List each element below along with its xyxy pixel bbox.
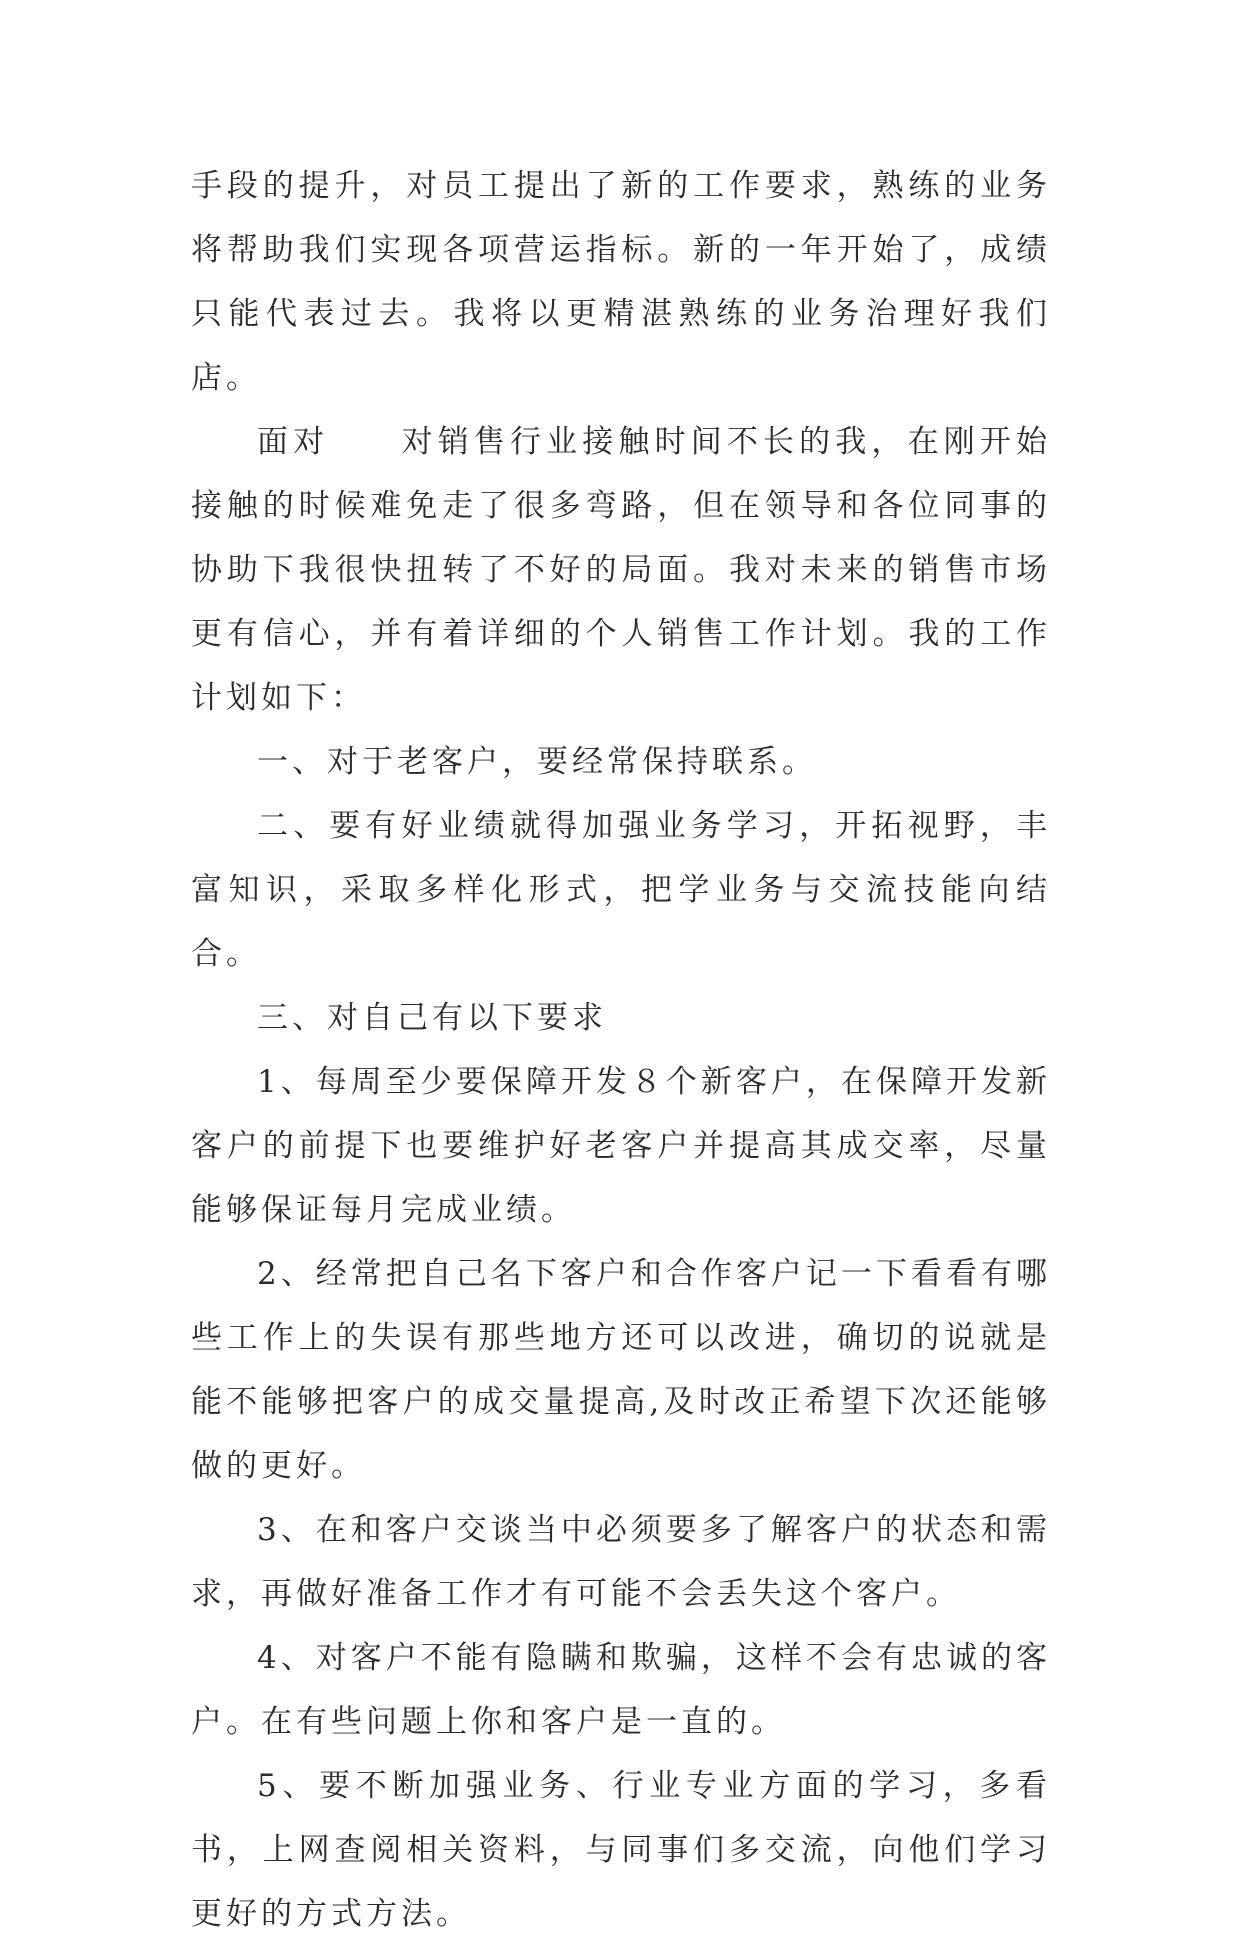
paragraph-8: 3、在和客户交谈当中必须要多了解客户的状态和需求，再做好准备工作才有可能不会丢失这个客户。 [191,1512,1051,1612]
paragraph-7: 2、经常把自己名下客户和合作客户记一下看看有哪些工作上的失误有那些地方还可以改进，确切的说就是能不能够把客户的成交量提高,及时改正希望下次还能够做的更好。 [191,1256,1051,1484]
document-body [191,154,1051,1946]
paragraph-5: 三、对自己有以下要求 [257,1000,607,1036]
paragraph-2: 面对 对销售行业接触时间不长的我，在刚开始接触的时候难免走了很多弯路，但在领导和各位同事的协助下我很快扭转了不好的局面。我对未来的销售市场更有信心，并有着详细的个人销售工作计划。我的工作计划如下： [191,424,1051,716]
paragraph-6: 1、每周至少要保障开发８个新客户，在保障开发新客户的前提下也要维护好老客户并提高其成交率，尽量能够保证每月完成业绩。 [191,1064,1051,1228]
paragraph-1: 手段的提升，对员工提出了新的工作要求，熟练的业务将帮助我们实现各项营运指标。新的一年开始了，成绩只能代表过去。我将以更精湛熟练的业务治理好我们店。 [191,168,1051,396]
paragraph-9: 4、对客户不能有隐瞒和欺骗，这样不会有忠诚的客户。在有些问题上你和客户是一直的。 [191,1640,1051,1740]
paragraph-4: 二、要有好业绩就得加强业务学习，开拓视野，丰富知识，采取多样化形式，把学业务与交流技能向结合。 [191,808,1051,972]
paragraph-10: 5、要不断加强业务、行业专业方面的学习，多看书，上网查阅相关资料，与同事们多交流，向他们学习更好的方式方法。 [191,1768,1051,1932]
paragraph-3: 一、对于老客户，要经常保持联系。 [257,744,817,780]
